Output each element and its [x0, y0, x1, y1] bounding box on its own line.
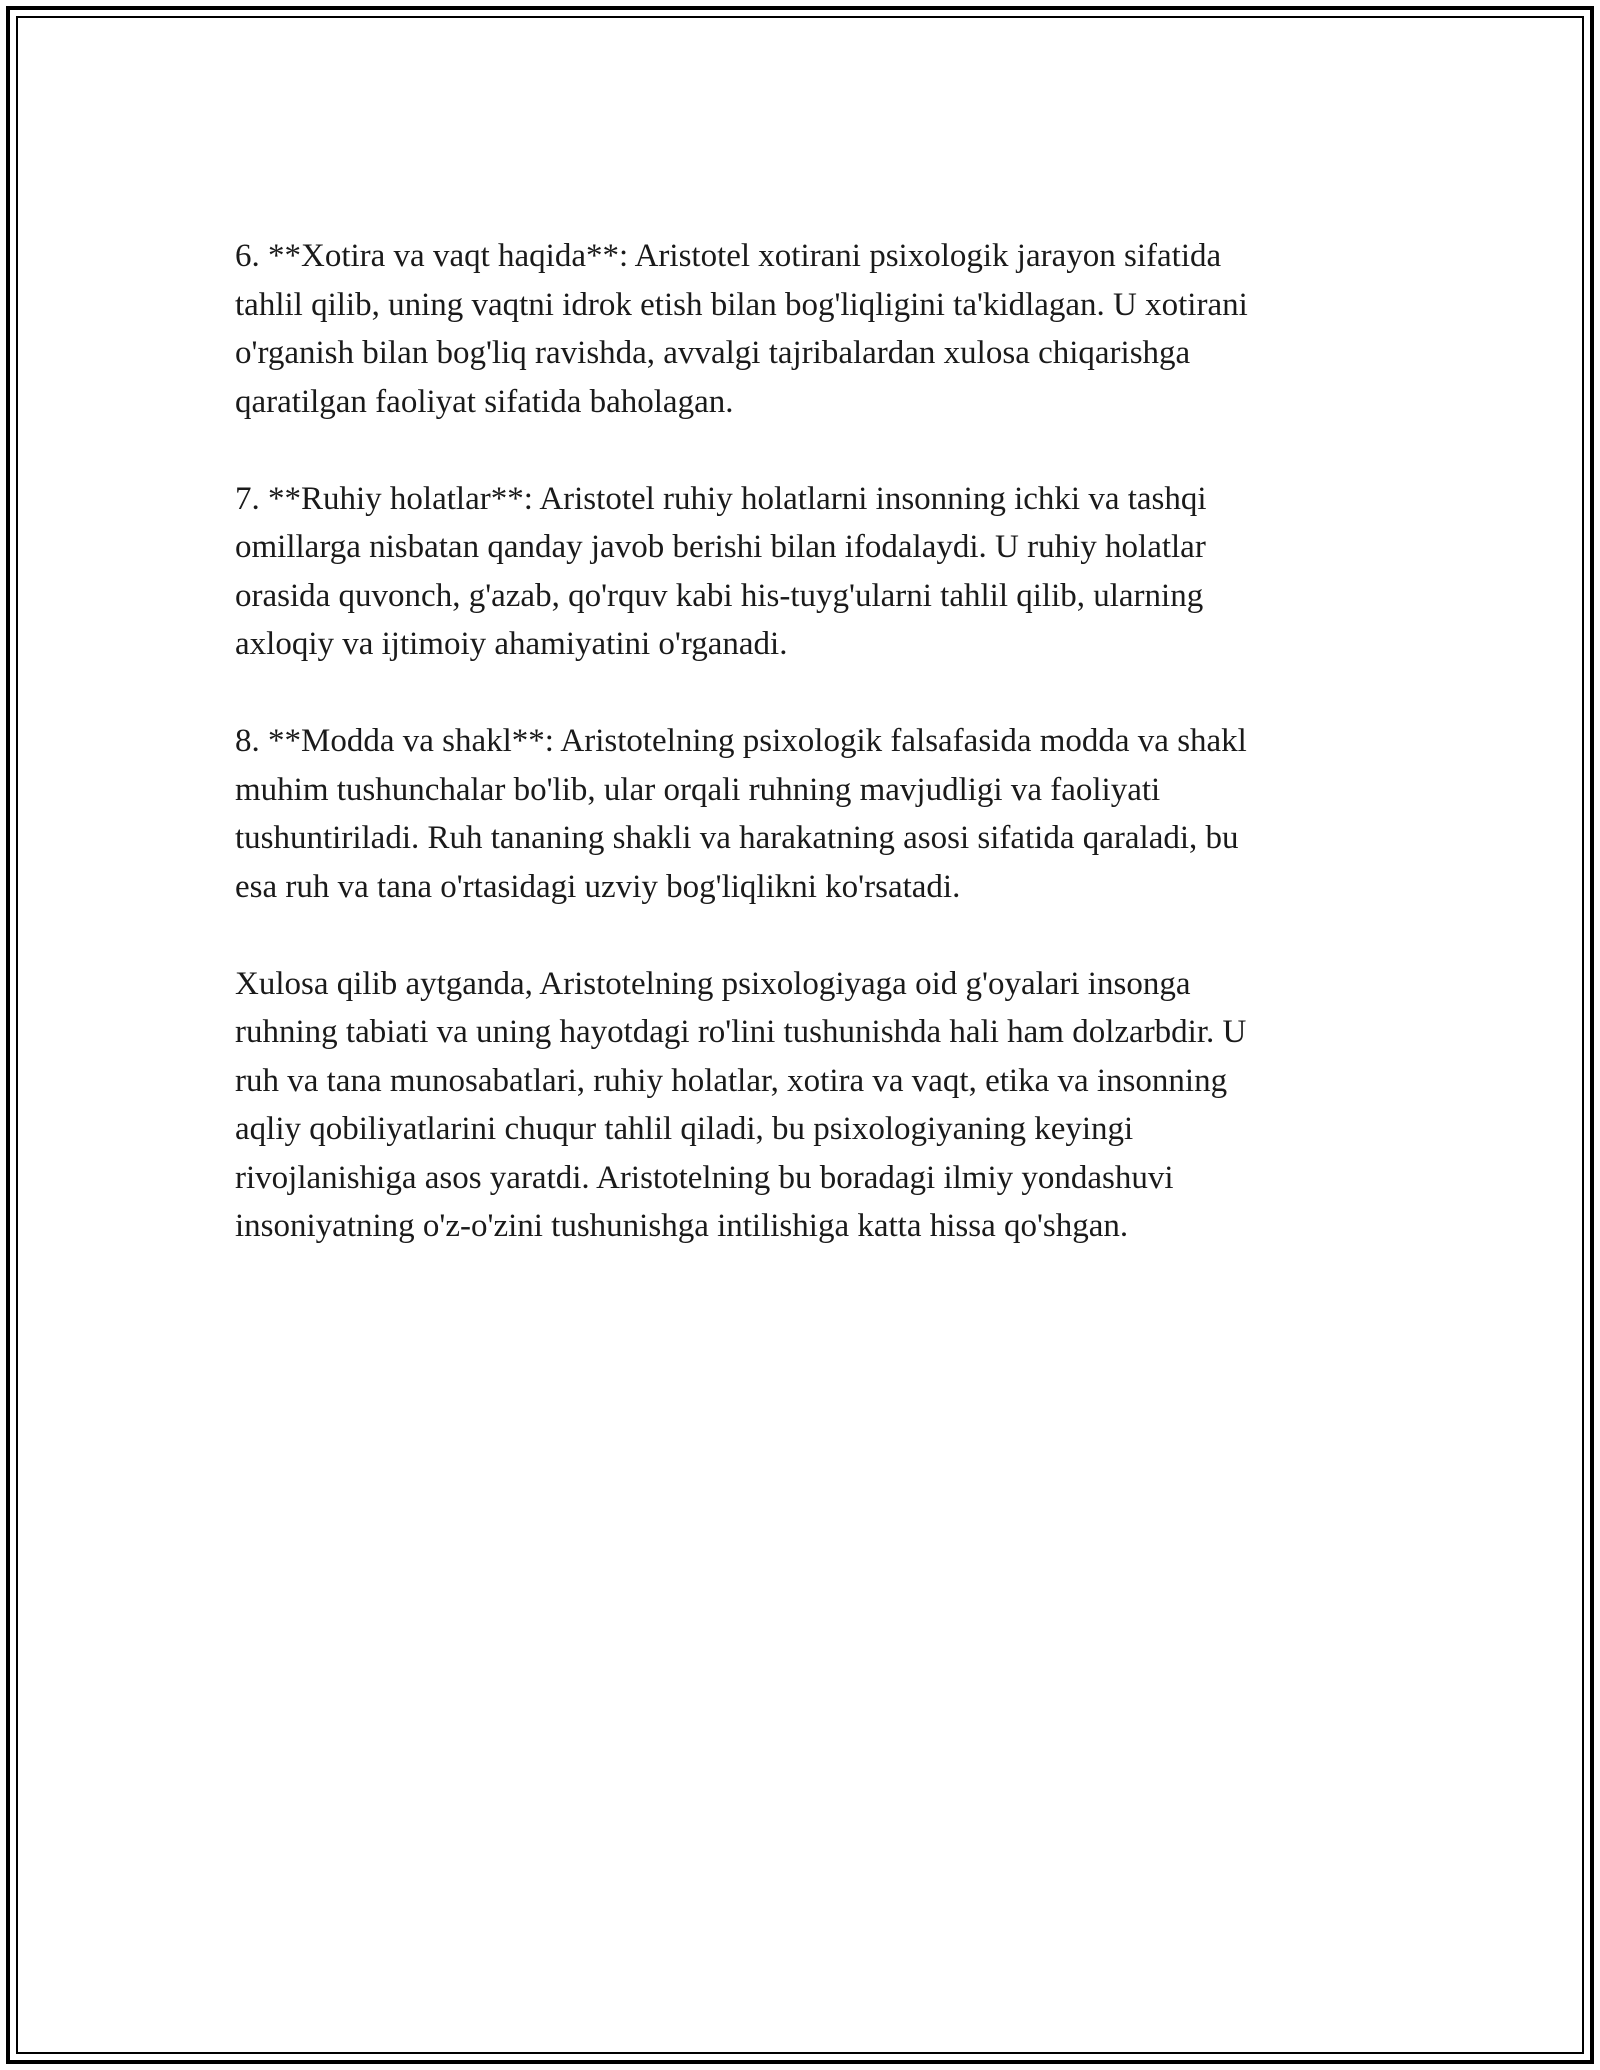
- text-line: aqliy qobiliyatlarini chuqur tahlil qiladi, bu psixologiyaning keyingi: [235, 1111, 1134, 1147]
- text-line: ruhning tabiati va uning hayotdagi ro'lini tushunishda hali ham dolzarbdir. U: [235, 1014, 1247, 1050]
- text-line: ruh va tana munosabatlari, ruhiy holatlar, xotira va vaqt, etika va insonning: [235, 1062, 1228, 1099]
- paragraph-xulosa: [235, 960, 1395, 1251]
- text-line: omillarga nisbatan qanday javob berishi bilan ifodalaydi. U ruhiy holatlar: [235, 529, 1206, 565]
- text-line: insoniyatning o'z-o'zini tushunishga intilishiga katta hissa qo'shgan.: [235, 1208, 1129, 1244]
- text-line: o'rganish bilan bog'liq ravishda, avvalgi tajribalardan xulosa chiqarishga: [235, 335, 1191, 371]
- paragraph-xotira-va-vaqt: [235, 232, 1395, 426]
- paragraph-modda-va-shakl: [235, 717, 1395, 911]
- text-line: 8. **Modda va shakl**: Aristotelning psixologik falsafasida modda va shakl: [235, 723, 1247, 759]
- text-line: qaratilgan faoliyat sifatida baholagan.: [235, 383, 734, 420]
- text-line: muhim tushunchalar bo'lib, ular orqali ruhning mavjudligi va faoliyati: [235, 771, 1161, 808]
- text-line: 6. **Xotira va vaqt haqida**: Aristotel xotirani psixologik jarayon sifatida: [235, 238, 1222, 274]
- paragraph-ruhiy-holatlar: [235, 475, 1395, 669]
- text-line: tahlil qilib, uning vaqtni idrok etish bilan bog'liqligini ta'kidlagan. U xotirani: [235, 286, 1248, 323]
- text-line: esa ruh va tana o'rtasidagi uzviy bog'liqlikni ko'rsatadi.: [235, 868, 961, 905]
- text-line: 7. **Ruhiy holatlar**: Aristotel ruhiy holatlarni insonning ichki va tashqi: [235, 480, 1207, 517]
- text-line: orasida quvonch, g'azab, qo'rquv kabi his-tuyg'ularni tahlil qilib, ularning: [235, 577, 1204, 614]
- document-body: [235, 232, 1395, 1299]
- text-line: rivojlanishiga asos yaratdi. Aristotelning bu boradagi ilmiy yondashuvi: [235, 1159, 1174, 1196]
- text-line: tushuntiriladi. Ruh tananing shakli va harakatning asosi sifatida qaraladi, bu: [235, 820, 1239, 856]
- text-line: axloqiy va ijtimoiy ahamiyatini o'rganadi.: [235, 626, 788, 662]
- text-line: Xulosa qilib aytganda, Aristotelning psixologiyaga oid g'oyalari insonga: [235, 965, 1191, 1002]
